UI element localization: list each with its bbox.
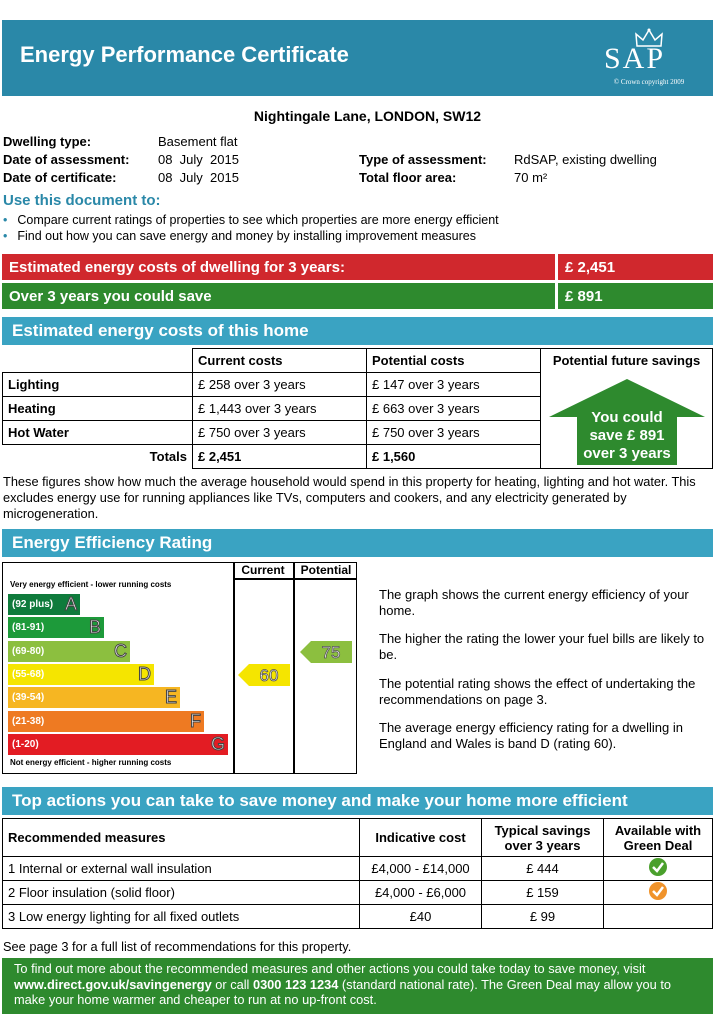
list-item: • Compare current ratings of properties to see which properties are more energy efficient — [3, 213, 499, 227]
table-row: Hot Water £ 750 over 3 years £ 750 over 3 years — [3, 421, 713, 445]
rating-band-c: (69-80) C — [8, 641, 130, 662]
rating-band-g: (1-20) G — [8, 734, 228, 755]
table-row: 2 Floor insulation (solid floor) £4,000 - £6,000 £ 159 — [3, 881, 713, 905]
floor-area-label: Total floor area: — [359, 170, 457, 185]
estimated-cost-bar — [2, 254, 713, 280]
floor-area-value: 70 m² — [514, 170, 548, 185]
rating-band-f: (21-38) F — [8, 711, 204, 732]
current-rating-arrow — [238, 664, 290, 686]
eer-col-current: Current — [241, 563, 285, 577]
saving-bar — [2, 283, 713, 309]
col-current-costs: Current costs — [193, 349, 367, 373]
saving-label: Over 3 years you could save — [9, 288, 212, 305]
eer-top-note: Very energy efficient - lower running costs — [10, 580, 172, 589]
table-row: Lighting £ 258 over 3 years £ 147 over 3 years — [3, 373, 713, 397]
col-recommended-measures: Recommended measures — [3, 819, 360, 857]
eer-text-3: The potential rating shows the effect of undertaking the recommendations on page 3. — [379, 676, 696, 707]
date-certificate-label: Date of certificate: — [3, 170, 117, 185]
col-potential-savings: Potential future savings — [541, 349, 713, 373]
table-row: 3 Low energy lighting for all fixed outlets £40 £ 99 — [3, 905, 713, 929]
eer-text-1: The graph shows the current energy efficiency of your home. — [379, 587, 689, 618]
list-item: • Find out how you can save energy and money by installing improvement measures — [3, 229, 476, 243]
col-green-deal: Available with Green Deal — [604, 819, 713, 857]
page-title: Energy Performance Certificate — [20, 42, 349, 67]
eer-section-heading: Energy Efficiency Rating — [2, 529, 713, 557]
col-potential-costs: Potential costs — [367, 349, 541, 373]
phone-number: 0300 123 1234 — [252, 976, 339, 992]
footer-banner: To find out more about the recommended measures and other actions you could take today to save money, visit www.direct.gov.uk/savingenergy or call 0300 123 1234 (standard national rate). The Green Deal may allow you to make your home warmer and cheaper to run at no up-front cost. — [2, 958, 713, 1014]
date-assessment-label: Date of assessment: — [3, 152, 130, 167]
savings-arrow — [549, 379, 705, 465]
sap-letters: SAP — [604, 42, 666, 75]
svg-text:You could: You could — [591, 409, 663, 426]
bullet-icon: • — [3, 213, 8, 227]
green-deal-check-icon — [648, 881, 668, 904]
costs-section-heading: Estimated energy costs of this home — [2, 317, 713, 345]
table-row: 1 Internal or external wall insulation £4,000 - £14,000 £ 444 — [3, 857, 713, 881]
eer-text-4: The average energy efficiency rating for a dwelling in England and Wales is band D (rating 60). — [379, 720, 683, 751]
green-deal-check-icon — [648, 857, 668, 880]
date-certificate-value: 08 July 2015 — [158, 170, 239, 185]
type-assessment-label: Type of assessment: — [359, 152, 487, 167]
estimated-cost-label: Estimated energy costs of dwelling for 3 years: — [9, 259, 345, 276]
rating-band-d: (55-68) D — [8, 664, 154, 685]
use-document-heading: Use this document to: — [3, 192, 161, 209]
actions-section-heading: Top actions you can take to save money and make your home more efficient — [2, 787, 713, 815]
saving-value: £ 891 — [565, 288, 603, 305]
type-assessment-value: RdSAP, existing dwelling — [514, 152, 657, 167]
svg-text:75: 75 — [321, 642, 341, 662]
costs-note: These figures show how much the average household would spend in this property for heating, lighting and hot water. This excludes energy use for running appliances like TVs, computers and cookers, and any electricity generated by microgeneration. — [3, 474, 696, 521]
table-row: Heating £ 1,443 over 3 years £ 663 over 3 years — [3, 397, 713, 421]
svg-text:60: 60 — [259, 665, 279, 685]
bullet-icon: • — [3, 229, 8, 243]
date-assessment-value: 08 July 2015 — [158, 152, 239, 167]
crown-copyright: © Crown copyright 2009 — [613, 78, 685, 86]
table-row-totals: Totals £ 2,451 £ 1,560 — [3, 445, 713, 469]
dwelling-type-value: Basement flat — [158, 134, 238, 149]
rating-band-e: (39-54) E — [8, 687, 180, 708]
eer-text-2: The higher the rating the lower your fuel bills are likely to be. — [379, 631, 705, 662]
potential-rating-arrow — [300, 641, 352, 663]
sap-logo — [604, 28, 694, 90]
estimated-cost-value: £ 2,451 — [565, 259, 616, 276]
actions-table — [2, 818, 713, 929]
col-indicative-cost: Indicative cost — [360, 819, 482, 857]
dwelling-type-label: Dwelling type: — [3, 134, 92, 149]
rating-band-b: (81-91) B — [8, 617, 104, 638]
svg-text:save £ 891: save £ 891 — [589, 427, 665, 444]
rating-band-a: (92 plus) A — [8, 594, 80, 615]
savingenergy-link[interactable]: www.direct.gov.uk/savingenergy — [14, 976, 212, 992]
col-typical-savings: Typical savings over 3 years — [482, 819, 604, 857]
eer-chart — [2, 562, 357, 774]
eer-bottom-note: Not energy efficient - higher running costs — [10, 758, 172, 767]
svg-text:over 3 years: over 3 years — [583, 445, 671, 462]
property-address: Nightingale Lane, LONDON, SW12 — [253, 108, 482, 124]
see-page-note: See page 3 for a full list of recommendations for this property. — [3, 939, 352, 954]
eer-col-potential: Potential — [300, 563, 352, 577]
